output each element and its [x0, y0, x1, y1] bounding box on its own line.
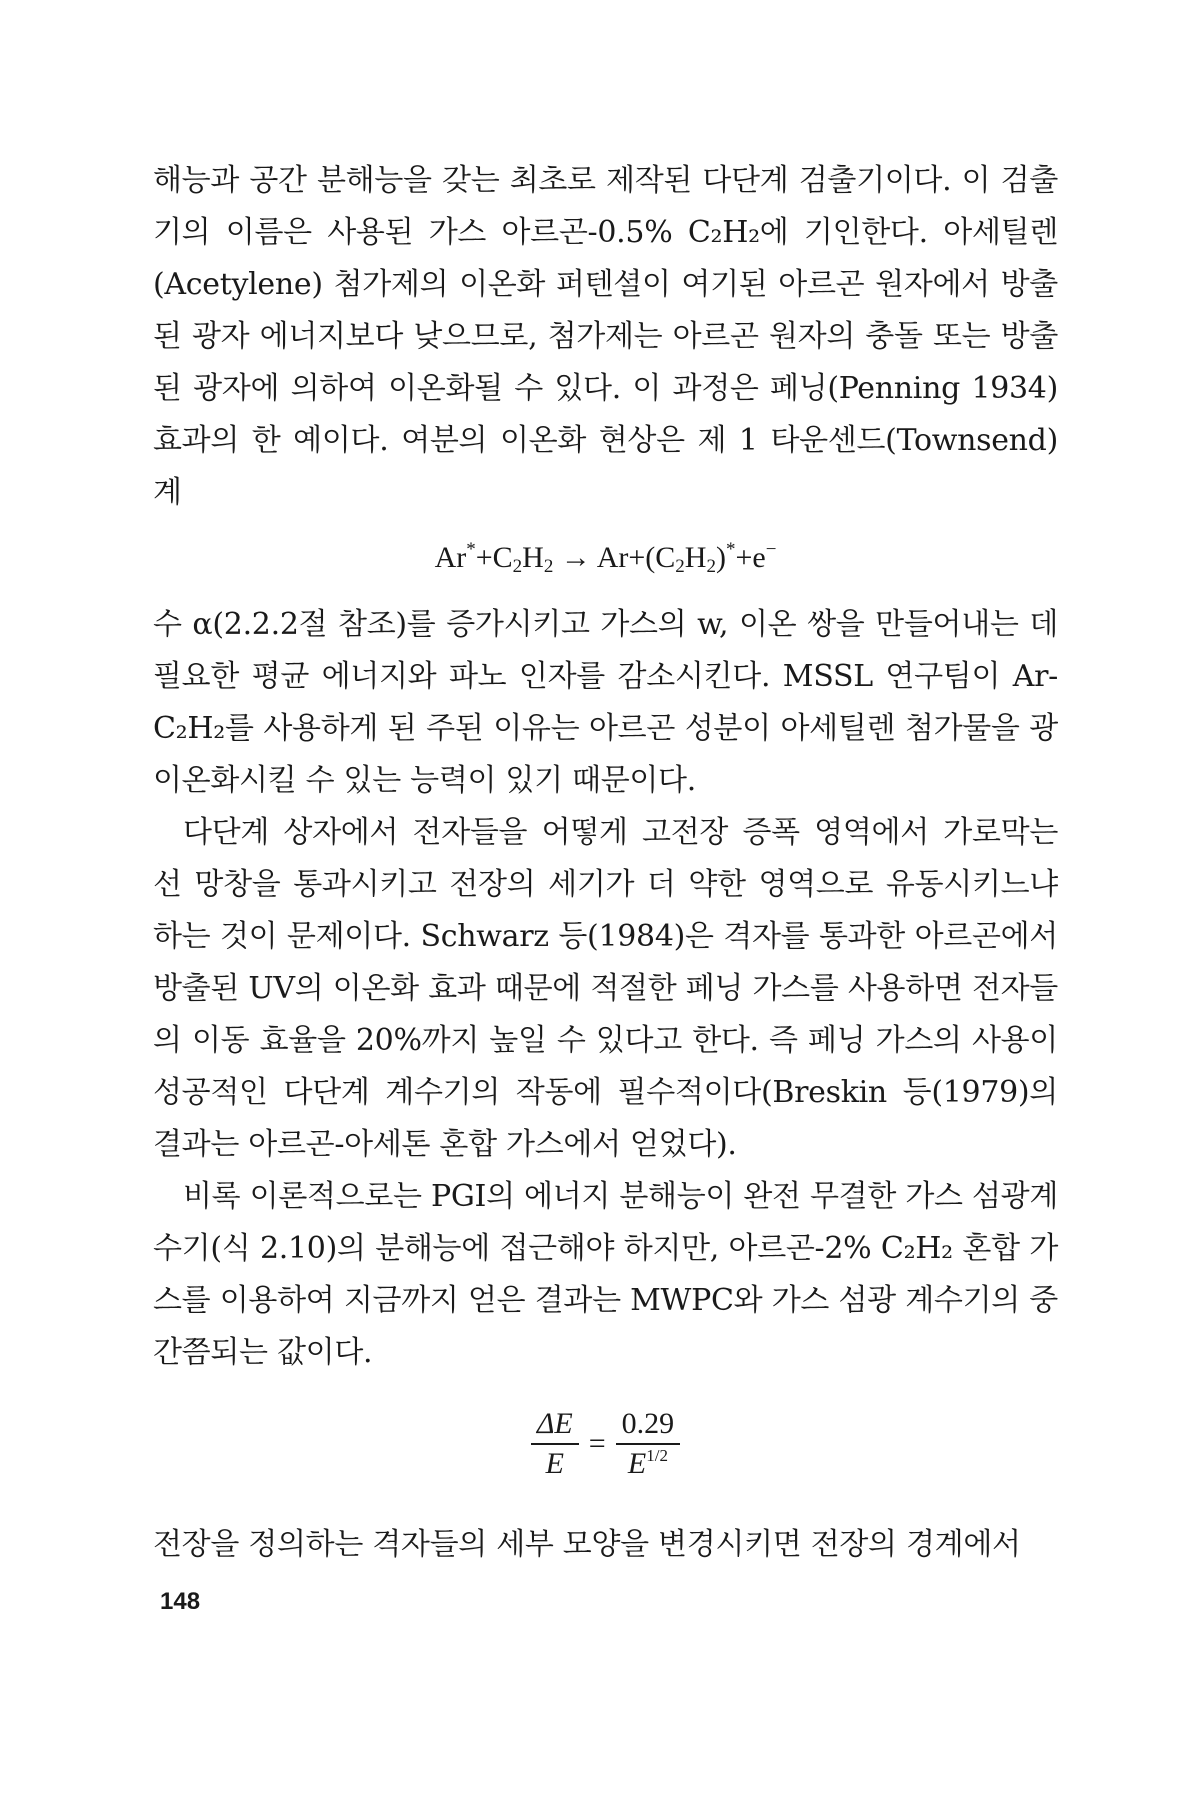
page-content — [153, 155, 1058, 1571]
reaction-ar: Ar — [434, 541, 467, 574]
reaction-arrow: → — [553, 541, 597, 574]
fraction-right-numerator: 0.29 — [616, 1407, 681, 1445]
fraction-left-numerator — [531, 1407, 579, 1445]
paragraph-1: 해능과 공간 분해능을 갖는 최초로 제작된 다단계 검출기이다. 이 검출기의 이름은 사용된 가스 아르곤-0.5% C₂H₂에 기인한다. 아세틸렌(Acetylene) 첨가제의 이온화 퍼텐셜이 여기된 아르곤 원자에서 방출된 광자 에너지보다 낮으므로, 첨가제는 아르곤 원자의 충돌 또는 방출된 광자에 의하여 이온화될 수 있다. 이 과정은 페닝(Penning 1934) 효과의 한 예이다. 여분의 이온화 현상은 제 1 타운센드(Townsend) 계 — [153, 163, 1058, 510]
resolution-formula — [153, 1399, 1058, 1489]
reaction-close-paren: ) — [715, 541, 726, 574]
reaction-sub: 2 — [512, 556, 523, 577]
fraction-right — [616, 1407, 681, 1481]
reaction-plus-c: +C — [475, 541, 513, 574]
fraction-right-denominator — [622, 1445, 674, 1481]
fraction-left — [531, 1407, 579, 1481]
reaction-excited-mark: * — [725, 539, 736, 560]
paragraph-4: 비록 이론적으로는 PGI의 에너지 분해능이 완전 무결한 가스 섬광계수기(식 2.10)의 분해능에 접근해야 하지만, 아르곤-2% C₂H₂ 혼합 가스를 이용하여 지금까지 얻은 결과는 MWPC와 가스 섬광 계수기의 중간쯤되는 값이다. — [153, 1179, 1058, 1370]
paragraph-5: 전장을 정의하는 격자들의 세부 모양을 변경시키면 전장의 경계에서 — [153, 1527, 1021, 1562]
exponent: 1/2 — [646, 1446, 668, 1465]
reaction-sub: 2 — [706, 556, 716, 577]
page-number: 148 — [160, 1588, 201, 1615]
reaction-equation — [153, 529, 1058, 587]
energy-e: E — [545, 1447, 564, 1480]
reaction-h: H — [522, 541, 544, 574]
reaction-excited-mark: * — [466, 539, 476, 560]
reaction-h: H — [684, 541, 707, 574]
reaction-sub: 2 — [543, 556, 554, 577]
reaction-electron-charge: − — [765, 539, 777, 560]
equals-sign: = — [588, 1427, 606, 1460]
fraction-left-denominator — [540, 1445, 570, 1481]
reaction-electron: +e — [735, 541, 766, 574]
paragraph-2: 수 α(2.2.2절 참조)를 증가시키고 가스의 w, 이온 쌍을 만들어내는 데 필요한 평균 에너지와 파노 인자를 감소시킨다. MSSL 연구팀이 Ar-C₂H₂를 사용하게 된 주된 이유는 아르곤 성분이 아세틸렌 첨가물을 광이온화시킬 수 있는 능력이 있기 때문이다. — [153, 607, 1058, 798]
delta-e: ΔE — [536, 1407, 573, 1440]
energy-e: E — [627, 1447, 647, 1480]
paragraph-3: 다단계 상자에서 전자들을 어떻게 고전장 증폭 영역에서 가로막는 선 망창을 통과시키고 전장의 세기가 더 약한 영역으로 유동시키느냐 하는 것이 문제이다. Schwarz 등(1984)은 격자를 통과한 아르곤에서 방출된 UV의 이온화 효과 때문에 적절한 페닝 가스를 사용하면 전자들의 이동 효율을 20%까지 높일 수 있다고 한다. 즉 페닝 가스의 사용이 성공적인 다단계 계수기의 작동에 필수적이다(Breskin 등(1979)의 결과는 아르곤-아세톤 혼합 가스에서 얻었다). — [153, 815, 1058, 1162]
reaction-rhs: Ar+(C — [596, 541, 676, 574]
reaction-sub: 2 — [675, 556, 685, 577]
